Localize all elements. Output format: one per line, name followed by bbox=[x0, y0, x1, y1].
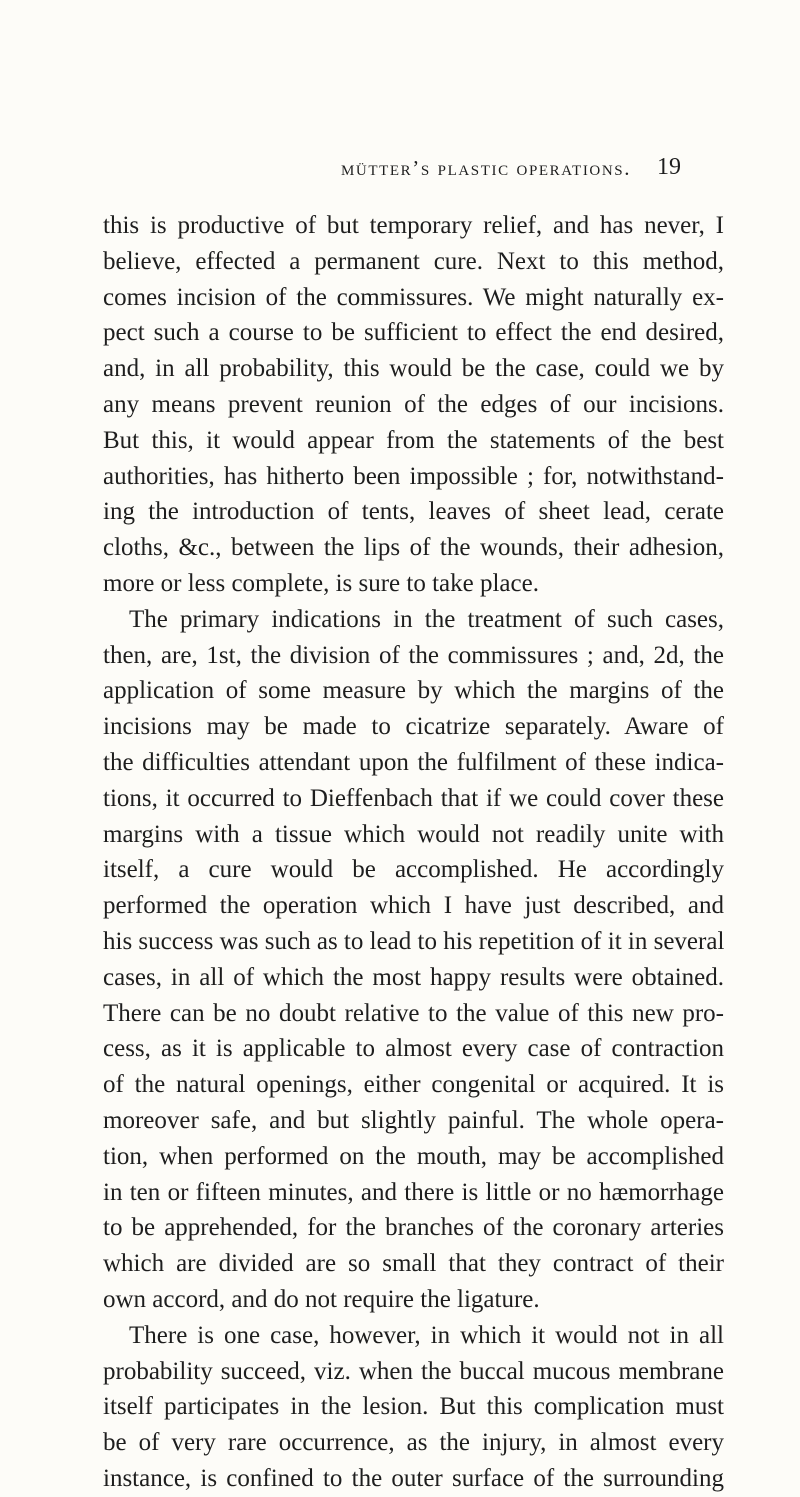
text-line: itself participates in the lesion. But this complication must bbox=[103, 1393, 724, 1421]
text-line: tions, it occurred to Dieffenbach that if we could cover these bbox=[103, 784, 724, 812]
text-line: itself, a cure would be accomplished. He accordingly bbox=[103, 856, 724, 884]
text-line: cloths, &c., between the lips of the wounds, their adhesion, bbox=[103, 534, 724, 562]
text-line: ing the introduction of tents, leaves of sheet lead, cerate bbox=[103, 498, 724, 526]
text-line: the difficulties attendant upon the fulfilment of these indica- bbox=[103, 748, 724, 776]
text-line: instance, is confined to the outer surface of the surrounding bbox=[103, 1464, 724, 1492]
text-line: authorities, has hitherto been impossible ; for, notwithstand- bbox=[103, 462, 724, 490]
text-line: performed the operation which I have just described, and bbox=[103, 892, 724, 920]
text-line: tion, when performed on the mouth, may be accomplished bbox=[103, 1142, 724, 1170]
text-line: moreover safe, and but slightly painful. The whole opera- bbox=[103, 1106, 724, 1134]
text-line: any means prevent reunion of the edges of our incisions. bbox=[103, 390, 724, 418]
text-line: incisions may be made to cicatrize separately. Aware of bbox=[103, 713, 724, 741]
running-head bbox=[0, 156, 800, 186]
text-line: probability succeed, viz. when the buccal mucous membrane bbox=[103, 1357, 724, 1385]
body-text bbox=[103, 208, 724, 1497]
text-line: this is productive of but temporary relief, and has never, I bbox=[103, 212, 724, 239]
text-line: more or less complete, is sure to take place. bbox=[103, 569, 539, 597]
text-line: There can be no doubt relative to the value of this new pro- bbox=[103, 999, 724, 1027]
page-number: 19 bbox=[657, 154, 681, 180]
text-line: which are divided are so small that they contract of their bbox=[103, 1250, 724, 1278]
text-line: The primary indications in the treatment of such cases, bbox=[129, 605, 724, 633]
text-line: believe, effected a permanent cure. Next to this method, bbox=[103, 247, 724, 275]
text-line: comes incision of the commissures. We might naturally ex- bbox=[103, 283, 724, 311]
text-line: of the natural openings, either congenital or acquired. It is bbox=[103, 1071, 724, 1099]
text-line: and, in all probability, this would be the case, could we by bbox=[103, 355, 724, 383]
text-line: application of some measure by which the margins of the bbox=[103, 677, 724, 705]
text-line: his success was such as to lead to his repetition of it in several bbox=[103, 927, 725, 955]
running-title: mütter’s plastic operations. bbox=[341, 156, 632, 180]
text-line: But this, it would appear from the statements of the best bbox=[103, 426, 724, 454]
text-line: be of very rare occurrence, as the injury, in almost every bbox=[103, 1429, 724, 1457]
text-line: then, are, 1st, the division of the commissures ; and, 2d, the bbox=[103, 641, 724, 669]
text-line: to be apprehended, for the branches of the coronary arteries bbox=[103, 1214, 724, 1242]
text-line: own accord, and do not require the ligature. bbox=[103, 1285, 540, 1313]
text-line: in ten or fifteen minutes, and there is little or no hæmorrhage bbox=[103, 1178, 724, 1206]
text-line: cess, as it is applicable to almost every case of contraction bbox=[103, 1035, 724, 1063]
text-line: margins with a tissue which would not readily unite with bbox=[103, 820, 724, 848]
text-line: pect such a course to be sufficient to effect the end desired, bbox=[103, 319, 724, 347]
text-line: There is one case, however, in which it would not in all bbox=[129, 1321, 724, 1349]
text-line: cases, in all of which the most happy results were obtained. bbox=[103, 963, 724, 991]
